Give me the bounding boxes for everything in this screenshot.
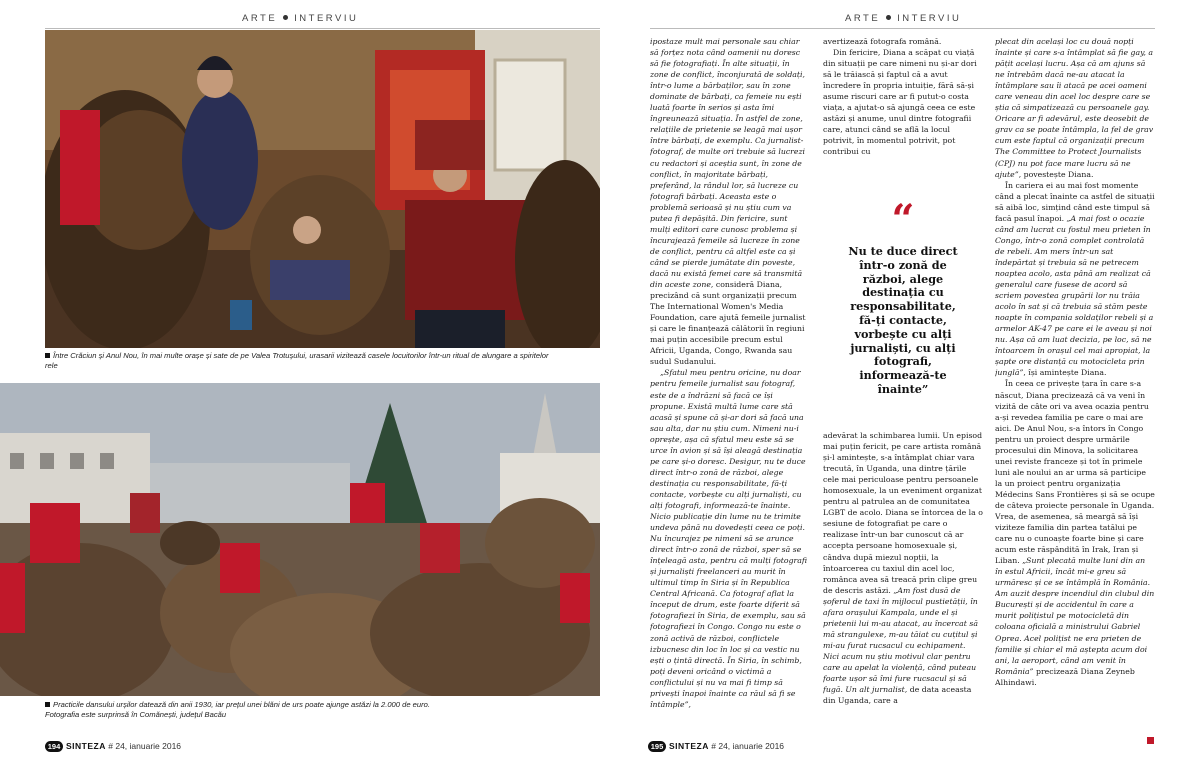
caption-bottom-photo [45, 700, 555, 720]
subsection-label: INTERVIU [294, 13, 359, 24]
issue-label: # 24, ianuarie 2016 [108, 741, 182, 751]
col3-paragraph-3: În ceea ce privește țara în care s-a născut, Diana precizează că va veni în vizită de câte ori va avea ocazia pentru a-și revedea familia pe care o mai are aici. De Anul Nou, s-a întors în Congo pentru un proiect despre urmările procesului din Minova, la solicitarea unei reviste franceze și tot în primele luni ale noului an ar urma să participe la un proiect pentru organizația Médecins Sans Frontières și să se ocupe de câteva proiecte personale în Uganda. Vrea, de asemenea, să meargă să își viziteze familia din partea tatălui pe care nu o cunoaște foarte bine și care acum este răspândită în Irak, Iran și Liban. [995, 379, 1155, 566]
caption-marker-icon [45, 353, 50, 358]
col2-top-paragraph: Din fericire, Diana a scăpat cu viață din situații pe care nimeni nu și-ar dori să le trăiască și faptul că a avut încredere în propria intuiție, fără să-și asume riscuri care ar fi putut-o costa viața, a ajutat-o să ajungă ceea ce este astăzi și anume, unul dintre fotografii care, atunci când se află la locul potrivit, în momentul potrivit, pot contribui cu [823, 48, 977, 157]
col3-paragraph-3-quote: „Sunt plecată multe luni din an în estul Africii, încât mi-e greu să urmăresc și ce se întâmplă în România. Am auzit despre incendiul din clubul din București și de accidentul în care a murit polițistul pe motocicletă din coloana oficială a ministrului Gabriel Oprea. Acel polițist ne era prieten de familie și chiar el mă aștepta acum doi ani, la aeroport, când am venit în România” [995, 556, 1155, 676]
article-column-2-top [823, 36, 983, 186]
col3-paragraph-3-tail: precizează Diana Zeyneb Alhindawi. [995, 666, 1135, 687]
magazine-brand: SINTEZA [66, 741, 106, 751]
col3-paragraph-2-quote: „A mai fost o ocazie când am lucrat cu fostul meu prieten în Congo, într-o zonă complet controlată de rebeli. Am mers într-un sat îndepărtat și trebuia să ne petrecem noaptea acolo, asta până am realizat că generalul care fusese de acord să scriem povestea grupării lor nu trăia acolo în sat și că trebuia să stăm peste noapte în compania soldaților rebeli și a armelor AK-47 pe care ei le aveau și noi nu. Așa că am luat decizia, pe loc, să ne întoarcem în orașul cel mai apropiat, la șapte ore distanță cu motocicleta prin junglă” [995, 213, 1154, 378]
article-column-3 [995, 36, 1155, 736]
col1-paragraph-1-tail: , consideră Diana, precizând că sunt organizații precum The International Women's Media Foundation, care ajută femeile jurnalist și care le finanțează călătorii în regiuni mai puțin accesibile precum estul Africii, Uganda, Congo, Rwanda sau sudul Sudanului. [650, 280, 806, 367]
col3-paragraph-2: În cariera ei au mai fost momente când a plecat înainte ca astfel de situații să aibă loc, simțind când este timpul să facă pasul înapoi. [995, 180, 1155, 223]
photo-bear-dance-street [0, 383, 600, 696]
page-number-right: 195 [648, 741, 666, 752]
header-rule-right [650, 28, 1155, 29]
caption-bottom-line2: Fotografia este surprinsă în Comănești, județul Bacău [45, 710, 227, 719]
col2-bottom-quote: „Am fost dusă de șoferul de taxi în mijlocul pustietății, în afara orașului Kampala, unde el și prietenii lui m-au atacat, au încercat să mă strangulexe, m-au tăiat cu cuțitul și mi-au furat rucsacul cu echipament. Nici acum nu știu motivul clar pentru care au apelat la violență, când puteau foarte ușor să îmi fure rucsacul și să fugă. Un alt jurnalist, [823, 585, 978, 695]
article-column-2-bottom [823, 430, 983, 735]
caption-marker-icon [45, 702, 50, 707]
header-rule-left [45, 28, 600, 29]
header-dot [886, 15, 891, 20]
section-header-left [242, 13, 358, 24]
col2-bottom-tail: de data aceasta din Uganda, care a [823, 685, 972, 706]
section-header-right [845, 13, 961, 24]
issue-label: # 24, ianuarie 2016 [711, 741, 785, 751]
quote-mark-icon: “ [891, 196, 915, 243]
col1-paragraph-2: „Sfatul meu pentru oricine, nu doar pentru femeile jurnalist sau fotograf, este de a îndrăzni să facă ce își propune. Există multă lume care stă acasă și spune că și-ar dori să facă una sau alta, dar nu știu cum. Nimeni nu-i oprește, așa că sfatul meu este să se urce în avion și să își aleagă destinația pe care și-o doresc. Desigur, nu te duce direct într-o zonă de război, alege destinația cu responsabilitate, fă-ți contacte, vorbește cu alți jurnaliști, cu alți fotografi, informează-te înainte. Nicio publicație din lume nu te trimite undeva până nu dovedești ceea ce poți. Nu încurajez pe nimeni să se arunce direct într-o zonă de război, sper să se înțeleagă asta, pentru că mulți fotografi și jurnaliști freelanceri au murit în ultimul timp în Siria și în Republica Central Africană. Ca fotograf aflat la început de drum, este foarte diferit să fotografiezi în Siria, de exemplu, sau să fotografiezi în Congo. Congo nu este o zonă activă de război, conflictele izbucnesc din loc în loc și ca vestic nu ești o țintă directă. În Siria, în schimb, poți deveni oricând o victimă a conflictului și nu va mai fi timp să privești înapoi înainte ca răul să fi se întâmple”, [650, 368, 808, 709]
header-dot [283, 15, 288, 20]
col3-paragraph-2-tail: , își amintește Diana. [1023, 368, 1107, 378]
section-label: ARTE [845, 13, 881, 24]
caption-top-text: Între Crăciun și Anul Nou, în mai multe orașe și sate de pe Valea Trotușului, urasarii vizitează casele locuitorilor într-un ritual de alungare a spiritelor rele [45, 351, 549, 370]
section-label: ARTE [242, 13, 278, 24]
subsection-label: INTERVIU [897, 13, 962, 24]
col3-paragraph-1-tail: , povestește Diana. [1018, 169, 1094, 179]
col1-paragraph-1: ipostaze mult mai personale sau chiar să forțez nota când oamenii nu doresc să fie fotografiați. În alte situații, în zone de conflict, înconjurată de soldați, într-o lume a bărbaților, sau în zone dominate de bărbați, ca femeie nu ești luată foarte în serios și asta îmi îngreunează situația. În astfel de zone, relațiile de prietenie se leagă mai ușor între bărbați, de exemplu. Ca jurnalist-fotograf, de multe ori trebuie să lucrezi cu redactori și aceștia sunt, în zone de conflict, în majoritate bărbați, preferând, la rândul lor, să lucreze cu fotografi bărbați. Aceasta este o problemă serioasă și nu știu cum va putea fi depășită. Din fericire, sunt mulți editori care cunosc problema și încurajează femeile să lucreze în zone de conflict, pentru că altfel este ca și când se pierde jumătate din poveste, dacă nu există femei care să transmită din aceste zone [650, 37, 806, 290]
footer-left [45, 741, 181, 752]
footer-right [648, 741, 784, 752]
col3-paragraph-1: plecat din același loc cu două nopți înainte și care s-a întâmplat să fie gay, a pățit același lucru. Așa că am ajuns să ne întrebăm dacă ne-au atacat la întâmplare sau îi atacă pe acei oameni care veneau din acel loc despre care se știa că simpatizează cu persoanele gay. Oricare ar fi adevărul, este deosebit de grav ca se poate întâmpla, la fel de grav cum este faptul că organizații precum The Committee to Protect Journalists (CPJ) nu pot face mare lucru să ne ajute” [995, 37, 1154, 179]
article-end-mark-icon [1147, 737, 1154, 744]
caption-top-photo [45, 351, 555, 371]
magazine-brand: SINTEZA [669, 741, 709, 751]
article-column-1 [650, 36, 810, 736]
page-number-left: 194 [45, 741, 63, 752]
photo-bear-ritual-indoor [45, 30, 600, 348]
col2-bottom-paragraph: adevărat la schimbarea lumii. Un episod mai puțin fericit, pe care artista română și-l amintește, s-a întâmplat chiar vara trecută, în Uganda, una dintre țările cele mai periculoase pentru persoanele homosexuale, la un eveniment organizat pentru al patrulea an de comunitatea LGBT de acolo. Diana se întorcea de la o sesiune de fotografiat pe care o realizase într-un bar cunoscut că ar accepta persoane homosexuale și, cândva după miezul nopții, la întoarcerea cu taxiul din acel loc, româncа avea să treacă prin clipe greu de descris astăzi. [823, 431, 983, 595]
col2-top-line: avertizează fotografa română. [823, 37, 942, 46]
pull-quote: Nu te duce direct într-o zonă de război, alege destinația cu responsabilitate, fă-ți contacte, vorbește cu alți jurnaliști, cu alți fotografi, informează-te înainte” [848, 244, 958, 396]
caption-bottom-line1: Practicile dansului urșilor datează din anii 1930, iar prețul unei blăni de urs poate ajunge astăzi la 2.000 de euro. [53, 700, 430, 709]
